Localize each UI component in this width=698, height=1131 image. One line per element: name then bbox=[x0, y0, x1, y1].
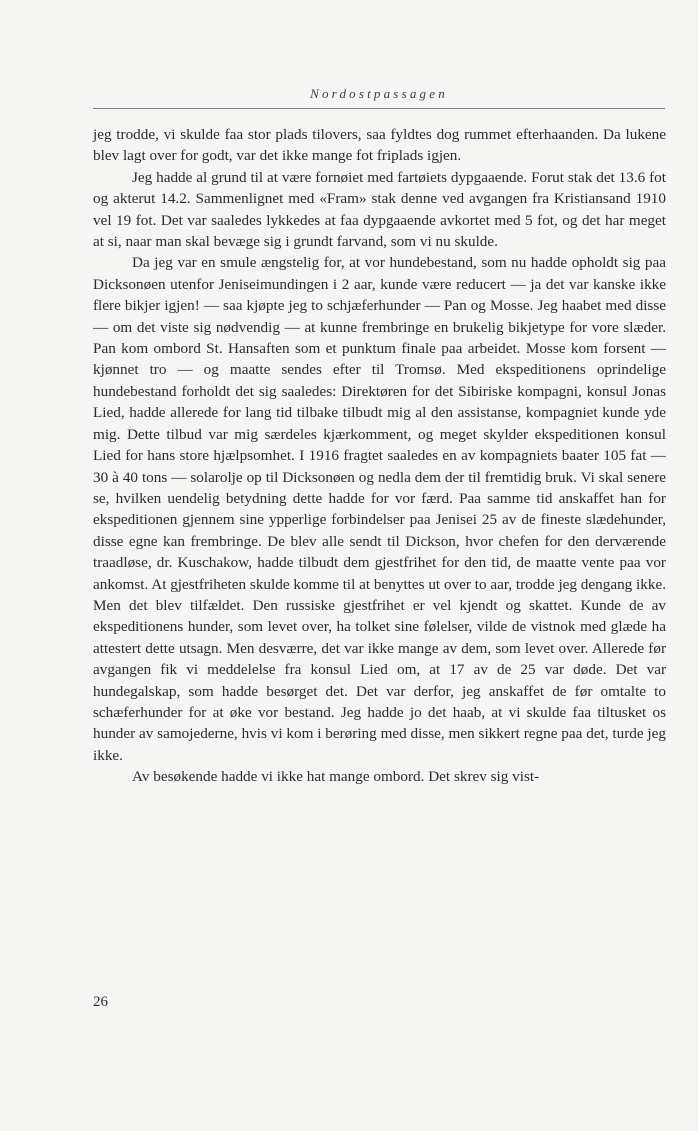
paragraph-hundebestand: Da jeg var en smule ængstelig for, at vor hundebestand, som nu hadde opholdt sig paa Dicksonøen utenfor Jeniseimundingen i 2 aar, kunde være reducert — ja det var kanske ikke flere bikjer igjen! — saa kjøpte jeg to schjæferhunder — Pan og Mosse. Jeg haabet med disse — om det viste sig nødvendig — at kunne frembringe en brukelig bikjetype for vore slæder. Pan kom ombord St. Hansaften som et punktum finale paa arbeidet. Mosse kom forsent — kjønnet tro — og maatte sendes efter til Tromsø. Med ekspeditionens oprindelige hundebestand forholdt det sig saaledes: Direktøren for det Sibiriske kompagni, konsul Jonas Lied, hadde allerede for lang tid tilbake tilbudt mig al den assistanse, kompagniet kunde yde mig. Dette tilbud var mig særdeles kjærkomment, og meget skylder ekspeditionen konsul Lied for hans store hjælpsomhet. I 1916 fragtet saaledes en av kompagniets baater 105 fat — 30 à 40 tons — solarolje op til Dicksonøen og nedla dem der til fremtidig bruk. Vi skal senere se, hvilken uendelig betydning dette hadde for vor færd. Paa samme tid anskaffet han for ekspeditionen gjennem sine ypperlige forbindelser paa Jenisei 25 av de fineste slædehunder, disse egne kan frembringe. De blev alle sendt til Dickson, hvor chefen for den derværende traadløse, dr. Kuschakow, hadde tilbudt dem gjestfrihet for den tid, de maatte vente paa vor ankomst. At gjestfriheten skulde komme til at benyttes ut over to aar, trodde jeg dengang ikke. Men det blev tilfældet. Den russiske gjestfrihet er vel kjendt og skattet. Kunde de av ekspeditionens hunder, som levet over, ha tolket sine følelser, vilde de vistnok med glæde ha attestert dette utsagn. Men desværre, det var ikke mange av dem, som levet over. Allerede før avgangen fik vi meddelelse fra konsul Lied om, at 17 av de 25 var døde. Det var hundegalskap, som hadde besørget det. Det var derfor, jeg anskaffet de før omtalte to schæferhunder for at øke vor bestand. Jeg hadde jo det haab, at vi skulde faa tiltusket os hunder av samojederne, hvis vi kom i berøring med disse, men sikkert regne paa det, turde jeg ikke. bbox=[93, 254, 667, 764]
page-number: 26 bbox=[93, 994, 108, 1010]
paragraph-dypgaaende: Jeg hadde al grund til at være fornøiet med fartøiets dypgaaende. Forut stak det 13.6 fot og akterut 14.2. Sammenlignet med «Fram» stak denne ved avgangen fra Kristiansand 1910 vel 19 fot. Det var saaledes lykkedes at faa dypgaaende avkortet med 5 fot, og det har meget at si, naar man skal bevæge sig i grundt farvand, som vi nu skulde. bbox=[93, 168, 666, 251]
paragraph-continuation: jeg trodde, vi skulde faa stor plads tilovers, saa fyldtes dog rummet efterhaanden. Da lukene blev lagt over for godt, var det ikke mange fot friplads igjen. bbox=[93, 126, 666, 165]
running-head: Nordostpassagen bbox=[310, 86, 448, 101]
paragraph-besokende: Av besøkende hadde vi ikke hat mange ombord. Det skrev sig vist- bbox=[132, 768, 540, 786]
body-text bbox=[93, 124, 666, 788]
header-rule bbox=[93, 108, 665, 109]
